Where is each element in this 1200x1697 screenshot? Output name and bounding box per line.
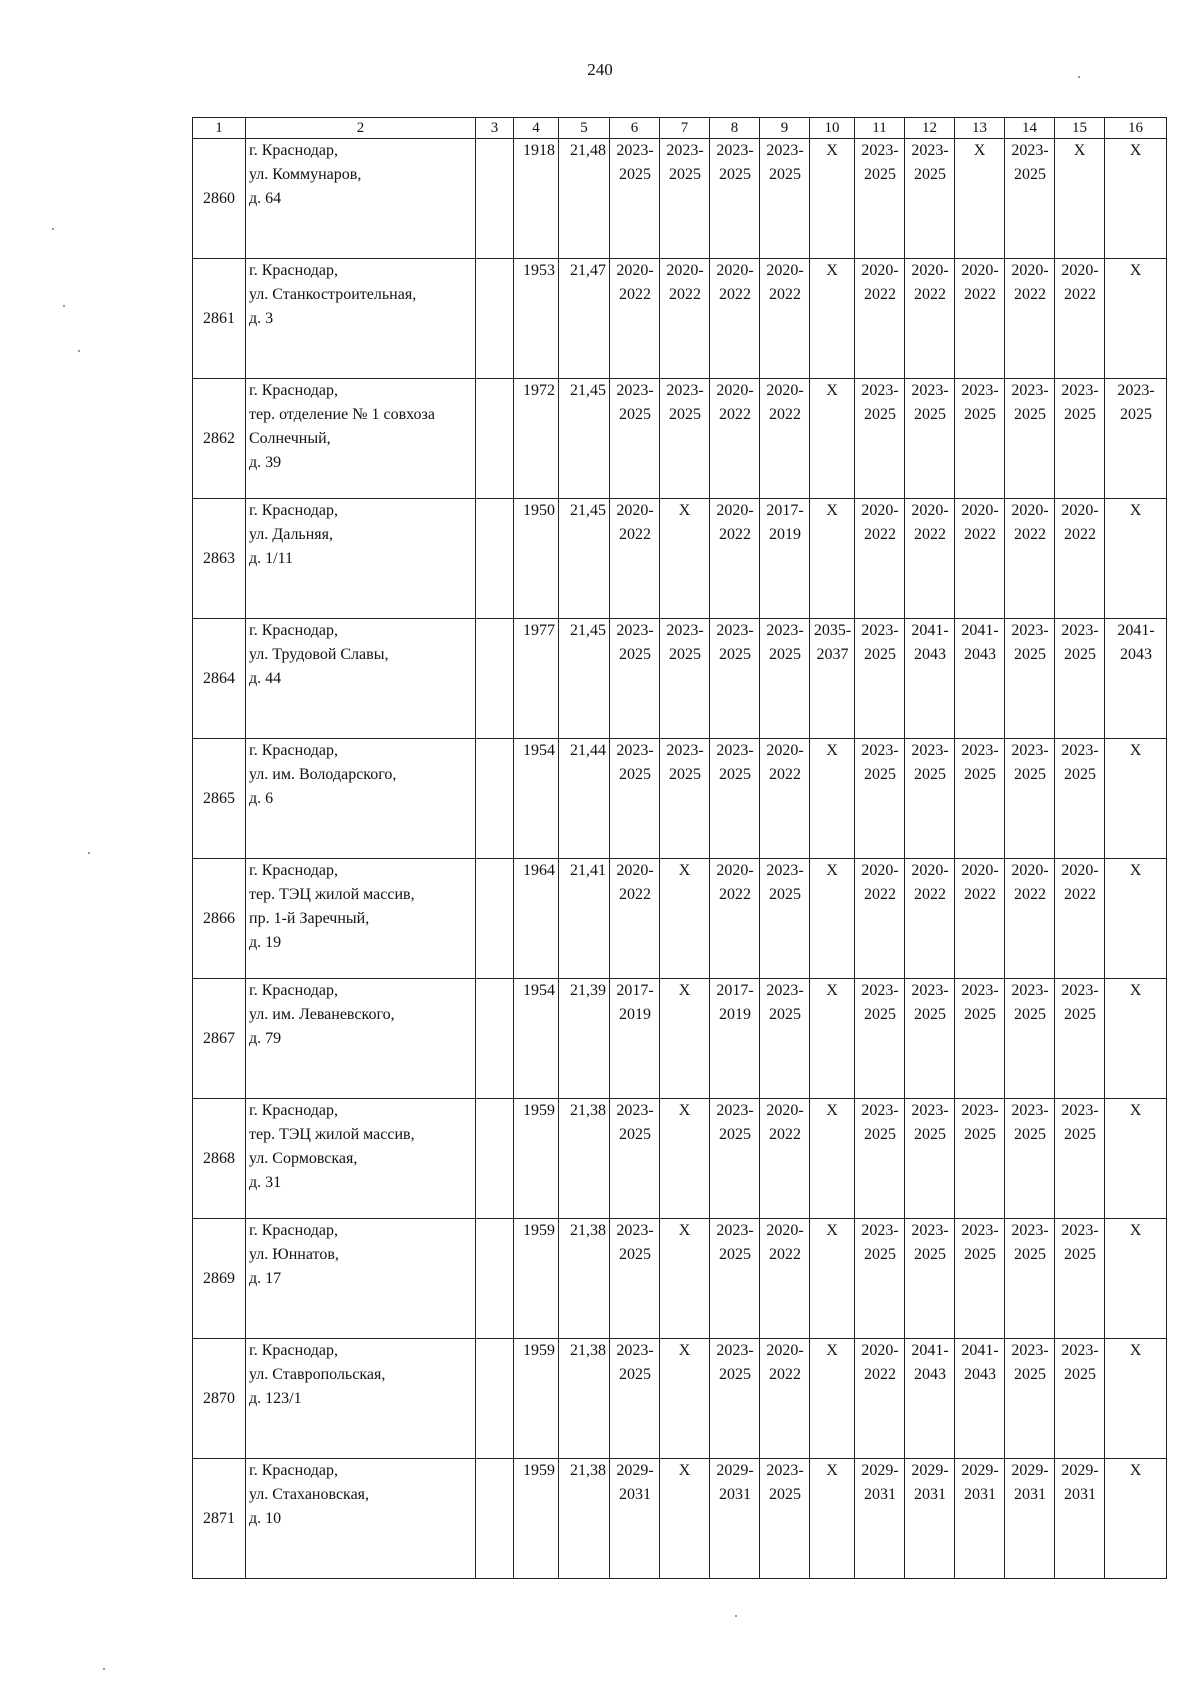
col8-cell: 2020- 2022 <box>710 379 760 499</box>
table-row <box>193 1459 1167 1579</box>
row-number: 2864 <box>193 619 246 739</box>
col3-cell <box>476 739 514 859</box>
col9-cell: 2020- 2022 <box>760 259 810 379</box>
col9-cell: 2020- 2022 <box>760 1339 810 1459</box>
col3-cell <box>476 1099 514 1219</box>
col11-cell: 2020- 2022 <box>855 1339 905 1459</box>
col16-cell: X <box>1105 739 1167 859</box>
col14-cell: 2023- 2025 <box>1005 1339 1055 1459</box>
col15-cell: 2020- 2022 <box>1055 499 1105 619</box>
col14-cell: 2020- 2022 <box>1005 499 1055 619</box>
year-cell: 1953 <box>514 259 559 379</box>
address-cell: г. Краснодар, ул. Юннатов, д. 17 <box>246 1219 476 1339</box>
column-header: 15 <box>1055 118 1105 139</box>
table-row <box>193 1219 1167 1339</box>
col12-cell: 2029- 2031 <box>905 1459 955 1579</box>
col9-cell: 2020- 2022 <box>760 739 810 859</box>
col13-cell: 2023- 2025 <box>955 979 1005 1099</box>
col14-cell: 2023- 2025 <box>1005 619 1055 739</box>
col10-cell: 2035- 2037 <box>810 619 855 739</box>
scan-speck <box>1078 76 1080 78</box>
col7-cell: X <box>660 499 710 619</box>
year-cell: 1964 <box>514 859 559 979</box>
col12-cell: 2023- 2025 <box>905 1219 955 1339</box>
page-number: 240 <box>587 60 613 79</box>
col9-cell: 2023- 2025 <box>760 979 810 1099</box>
column-header: 10 <box>810 118 855 139</box>
col16-cell: X <box>1105 1459 1167 1579</box>
col11-cell: 2020- 2022 <box>855 499 905 619</box>
col3-cell <box>476 139 514 259</box>
year-cell: 1959 <box>514 1459 559 1579</box>
col15-cell: 2023- 2025 <box>1055 979 1105 1099</box>
col16-cell: 2041- 2043 <box>1105 619 1167 739</box>
col13-cell: 2029- 2031 <box>955 1459 1005 1579</box>
scan-speck <box>52 228 54 230</box>
table-row <box>193 739 1167 859</box>
col16-cell: X <box>1105 1219 1167 1339</box>
col12-cell: 2023- 2025 <box>905 979 955 1099</box>
col12-cell: 2023- 2025 <box>905 739 955 859</box>
col11-cell: 2023- 2025 <box>855 139 905 259</box>
table-row <box>193 259 1167 379</box>
address-cell: г. Краснодар, ул. им. Володарского, д. 6 <box>246 739 476 859</box>
address-cell: г. Краснодар, ул. Ставропольская, д. 123/1 <box>246 1339 476 1459</box>
col9-cell: 2023- 2025 <box>760 619 810 739</box>
col7-cell: 2023- 2025 <box>660 379 710 499</box>
row-number: 2860 <box>193 139 246 259</box>
col11-cell: 2020- 2022 <box>855 859 905 979</box>
col11-cell: 2023- 2025 <box>855 1219 905 1339</box>
col8-cell: 2020- 2022 <box>710 859 760 979</box>
address-cell: г. Краснодар, ул. Коммунаров, д. 64 <box>246 139 476 259</box>
col14-cell: 2023- 2025 <box>1005 139 1055 259</box>
col3-cell <box>476 979 514 1099</box>
col10-cell: X <box>810 379 855 499</box>
value-cell: 21,38 <box>559 1339 610 1459</box>
col16-cell: 2023- 2025 <box>1105 379 1167 499</box>
col8-cell: 2017- 2019 <box>710 979 760 1099</box>
col6-cell: 2017- 2019 <box>610 979 660 1099</box>
col6-cell: 2020- 2022 <box>610 499 660 619</box>
col15-cell: 2023- 2025 <box>1055 739 1105 859</box>
column-header: 1 <box>193 118 246 139</box>
col11-cell: 2029- 2031 <box>855 1459 905 1579</box>
col13-cell: 2041- 2043 <box>955 1339 1005 1459</box>
scan-speck <box>78 350 80 352</box>
table-row <box>193 1339 1167 1459</box>
year-cell: 1954 <box>514 979 559 1099</box>
table-header <box>193 118 1167 139</box>
col12-cell: 2020- 2022 <box>905 499 955 619</box>
col6-cell: 2023- 2025 <box>610 619 660 739</box>
column-header: 8 <box>710 118 760 139</box>
col6-cell: 2023- 2025 <box>610 139 660 259</box>
column-header: 12 <box>905 118 955 139</box>
row-number: 2867 <box>193 979 246 1099</box>
col8-cell: 2029- 2031 <box>710 1459 760 1579</box>
row-number: 2870 <box>193 1339 246 1459</box>
table-row <box>193 1099 1167 1219</box>
col10-cell: X <box>810 1099 855 1219</box>
column-header: 2 <box>246 118 476 139</box>
col15-cell: 2023- 2025 <box>1055 1339 1105 1459</box>
col7-cell: X <box>660 859 710 979</box>
col14-cell: 2023- 2025 <box>1005 739 1055 859</box>
row-number: 2868 <box>193 1099 246 1219</box>
col7-cell: X <box>660 979 710 1099</box>
col8-cell: 2023- 2025 <box>710 1339 760 1459</box>
col12-cell: 2041- 2043 <box>905 1339 955 1459</box>
col3-cell <box>476 499 514 619</box>
col15-cell: 2023- 2025 <box>1055 1219 1105 1339</box>
col3-cell <box>476 859 514 979</box>
value-cell: 21,44 <box>559 739 610 859</box>
value-cell: 21,45 <box>559 619 610 739</box>
col14-cell: 2023- 2025 <box>1005 1219 1055 1339</box>
year-cell: 1918 <box>514 139 559 259</box>
col15-cell: 2023- 2025 <box>1055 619 1105 739</box>
col10-cell: X <box>810 739 855 859</box>
col13-cell: 2041- 2043 <box>955 619 1005 739</box>
value-cell: 21,38 <box>559 1459 610 1579</box>
col12-cell: 2023- 2025 <box>905 1099 955 1219</box>
col3-cell <box>476 619 514 739</box>
col15-cell: 2023- 2025 <box>1055 379 1105 499</box>
col14-cell: 2023- 2025 <box>1005 979 1055 1099</box>
col3-cell <box>476 259 514 379</box>
col13-cell: 2023- 2025 <box>955 739 1005 859</box>
col7-cell: X <box>660 1339 710 1459</box>
col7-cell: 2020- 2022 <box>660 259 710 379</box>
year-cell: 1959 <box>514 1099 559 1219</box>
address-cell: г. Краснодар, ул. Трудовой Славы, д. 44 <box>246 619 476 739</box>
col14-cell: 2020- 2022 <box>1005 259 1055 379</box>
col16-cell: X <box>1105 139 1167 259</box>
scan-speck <box>88 852 90 854</box>
col12-cell: 2023- 2025 <box>905 379 955 499</box>
value-cell: 21,45 <box>559 499 610 619</box>
col9-cell: 2023- 2025 <box>760 139 810 259</box>
address-cell: г. Краснодар, ул. Стахановская, д. 10 <box>246 1459 476 1579</box>
col10-cell: X <box>810 1339 855 1459</box>
col6-cell: 2023- 2025 <box>610 1099 660 1219</box>
column-header: 14 <box>1005 118 1055 139</box>
col6-cell: 2023- 2025 <box>610 739 660 859</box>
column-header: 3 <box>476 118 514 139</box>
col12-cell: 2020- 2022 <box>905 259 955 379</box>
value-cell: 21,45 <box>559 379 610 499</box>
col16-cell: X <box>1105 1339 1167 1459</box>
col3-cell <box>476 1459 514 1579</box>
col13-cell: 2023- 2025 <box>955 379 1005 499</box>
col15-cell: 2029- 2031 <box>1055 1459 1105 1579</box>
col8-cell: 2023- 2025 <box>710 619 760 739</box>
table-row <box>193 139 1167 259</box>
value-cell: 21,48 <box>559 139 610 259</box>
col15-cell: 2020- 2022 <box>1055 259 1105 379</box>
col10-cell: X <box>810 259 855 379</box>
col9-cell: 2017- 2019 <box>760 499 810 619</box>
year-cell: 1954 <box>514 739 559 859</box>
col10-cell: X <box>810 139 855 259</box>
address-cell: г. Краснодар, ул. Станкостроительная, д. 3 <box>246 259 476 379</box>
scan-speck <box>63 305 65 307</box>
year-cell: 1977 <box>514 619 559 739</box>
col13-cell: 2020- 2022 <box>955 859 1005 979</box>
col10-cell: X <box>810 1459 855 1579</box>
col7-cell: 2023- 2025 <box>660 619 710 739</box>
address-cell: г. Краснодар, тер. ТЭЦ жилой массив, ул. Сормовская, д. 31 <box>246 1099 476 1219</box>
data-table <box>192 117 1167 1579</box>
col6-cell: 2023- 2025 <box>610 379 660 499</box>
col8-cell: 2023- 2025 <box>710 1099 760 1219</box>
table-row <box>193 619 1167 739</box>
col3-cell <box>476 1219 514 1339</box>
row-number: 2863 <box>193 499 246 619</box>
col3-cell <box>476 379 514 499</box>
col16-cell: X <box>1105 979 1167 1099</box>
column-header: 4 <box>514 118 559 139</box>
col8-cell: 2023- 2025 <box>710 739 760 859</box>
col11-cell: 2023- 2025 <box>855 1099 905 1219</box>
scan-speck <box>735 1615 737 1617</box>
col3-cell <box>476 1339 514 1459</box>
col12-cell: 2041- 2043 <box>905 619 955 739</box>
col16-cell: X <box>1105 499 1167 619</box>
value-cell: 21,38 <box>559 1099 610 1219</box>
value-cell: 21,39 <box>559 979 610 1099</box>
column-header: 13 <box>955 118 1005 139</box>
col16-cell: X <box>1105 1099 1167 1219</box>
col16-cell: X <box>1105 259 1167 379</box>
col8-cell: 2023- 2025 <box>710 1219 760 1339</box>
col14-cell: 2029- 2031 <box>1005 1459 1055 1579</box>
col6-cell: 2020- 2022 <box>610 859 660 979</box>
row-number: 2865 <box>193 739 246 859</box>
table-row <box>193 499 1167 619</box>
col9-cell: 2020- 2022 <box>760 1099 810 1219</box>
col12-cell: 2020- 2022 <box>905 859 955 979</box>
col14-cell: 2023- 2025 <box>1005 379 1055 499</box>
col16-cell: X <box>1105 859 1167 979</box>
col6-cell: 2023- 2025 <box>610 1339 660 1459</box>
column-header: 11 <box>855 118 905 139</box>
year-cell: 1959 <box>514 1219 559 1339</box>
col13-cell: 2020- 2022 <box>955 259 1005 379</box>
column-header: 16 <box>1105 118 1167 139</box>
col11-cell: 2023- 2025 <box>855 619 905 739</box>
col6-cell: 2023- 2025 <box>610 1219 660 1339</box>
address-cell: г. Краснодар, тер. отделение № 1 совхоза Солнечный, д. 39 <box>246 379 476 499</box>
col7-cell: X <box>660 1099 710 1219</box>
col7-cell: X <box>660 1459 710 1579</box>
col8-cell: 2020- 2022 <box>710 499 760 619</box>
value-cell: 21,38 <box>559 1219 610 1339</box>
col8-cell: 2023- 2025 <box>710 139 760 259</box>
year-cell: 1959 <box>514 1339 559 1459</box>
table-row <box>193 859 1167 979</box>
address-cell: г. Краснодар, ул. им. Леваневского, д. 79 <box>246 979 476 1099</box>
col13-cell: 2023- 2025 <box>955 1099 1005 1219</box>
col11-cell: 2020- 2022 <box>855 259 905 379</box>
scan-speck <box>103 1668 105 1670</box>
col7-cell: 2023- 2025 <box>660 739 710 859</box>
col14-cell: 2020- 2022 <box>1005 859 1055 979</box>
col10-cell: X <box>810 979 855 1099</box>
col10-cell: X <box>810 499 855 619</box>
row-number: 2866 <box>193 859 246 979</box>
col10-cell: X <box>810 1219 855 1339</box>
column-header: 6 <box>610 118 660 139</box>
address-cell: г. Краснодар, тер. ТЭЦ жилой массив, пр. 1-й Заречный, д. 19 <box>246 859 476 979</box>
col6-cell: 2020- 2022 <box>610 259 660 379</box>
col15-cell: X <box>1055 139 1105 259</box>
row-number: 2869 <box>193 1219 246 1339</box>
year-cell: 1950 <box>514 499 559 619</box>
col13-cell: 2023- 2025 <box>955 1219 1005 1339</box>
col14-cell: 2023- 2025 <box>1005 1099 1055 1219</box>
col9-cell: 2020- 2022 <box>760 379 810 499</box>
row-number: 2862 <box>193 379 246 499</box>
col9-cell: 2020- 2022 <box>760 1219 810 1339</box>
column-header: 9 <box>760 118 810 139</box>
col15-cell: 2023- 2025 <box>1055 1099 1105 1219</box>
table-row <box>193 979 1167 1099</box>
address-cell: г. Краснодар, ул. Дальняя, д. 1/11 <box>246 499 476 619</box>
table-row <box>193 379 1167 499</box>
column-header: 5 <box>559 118 610 139</box>
col9-cell: 2023- 2025 <box>760 859 810 979</box>
col11-cell: 2023- 2025 <box>855 979 905 1099</box>
col15-cell: 2020- 2022 <box>1055 859 1105 979</box>
col13-cell: X <box>955 139 1005 259</box>
row-number: 2861 <box>193 259 246 379</box>
col12-cell: 2023- 2025 <box>905 139 955 259</box>
col9-cell: 2023- 2025 <box>760 1459 810 1579</box>
value-cell: 21,47 <box>559 259 610 379</box>
col7-cell: 2023- 2025 <box>660 139 710 259</box>
column-header: 7 <box>660 118 710 139</box>
col11-cell: 2023- 2025 <box>855 739 905 859</box>
col7-cell: X <box>660 1219 710 1339</box>
year-cell: 1972 <box>514 379 559 499</box>
row-number: 2871 <box>193 1459 246 1579</box>
col8-cell: 2020- 2022 <box>710 259 760 379</box>
col13-cell: 2020- 2022 <box>955 499 1005 619</box>
col6-cell: 2029- 2031 <box>610 1459 660 1579</box>
col10-cell: X <box>810 859 855 979</box>
table-body <box>193 139 1167 1579</box>
col11-cell: 2023- 2025 <box>855 379 905 499</box>
value-cell: 21,41 <box>559 859 610 979</box>
header-row <box>193 118 1167 139</box>
